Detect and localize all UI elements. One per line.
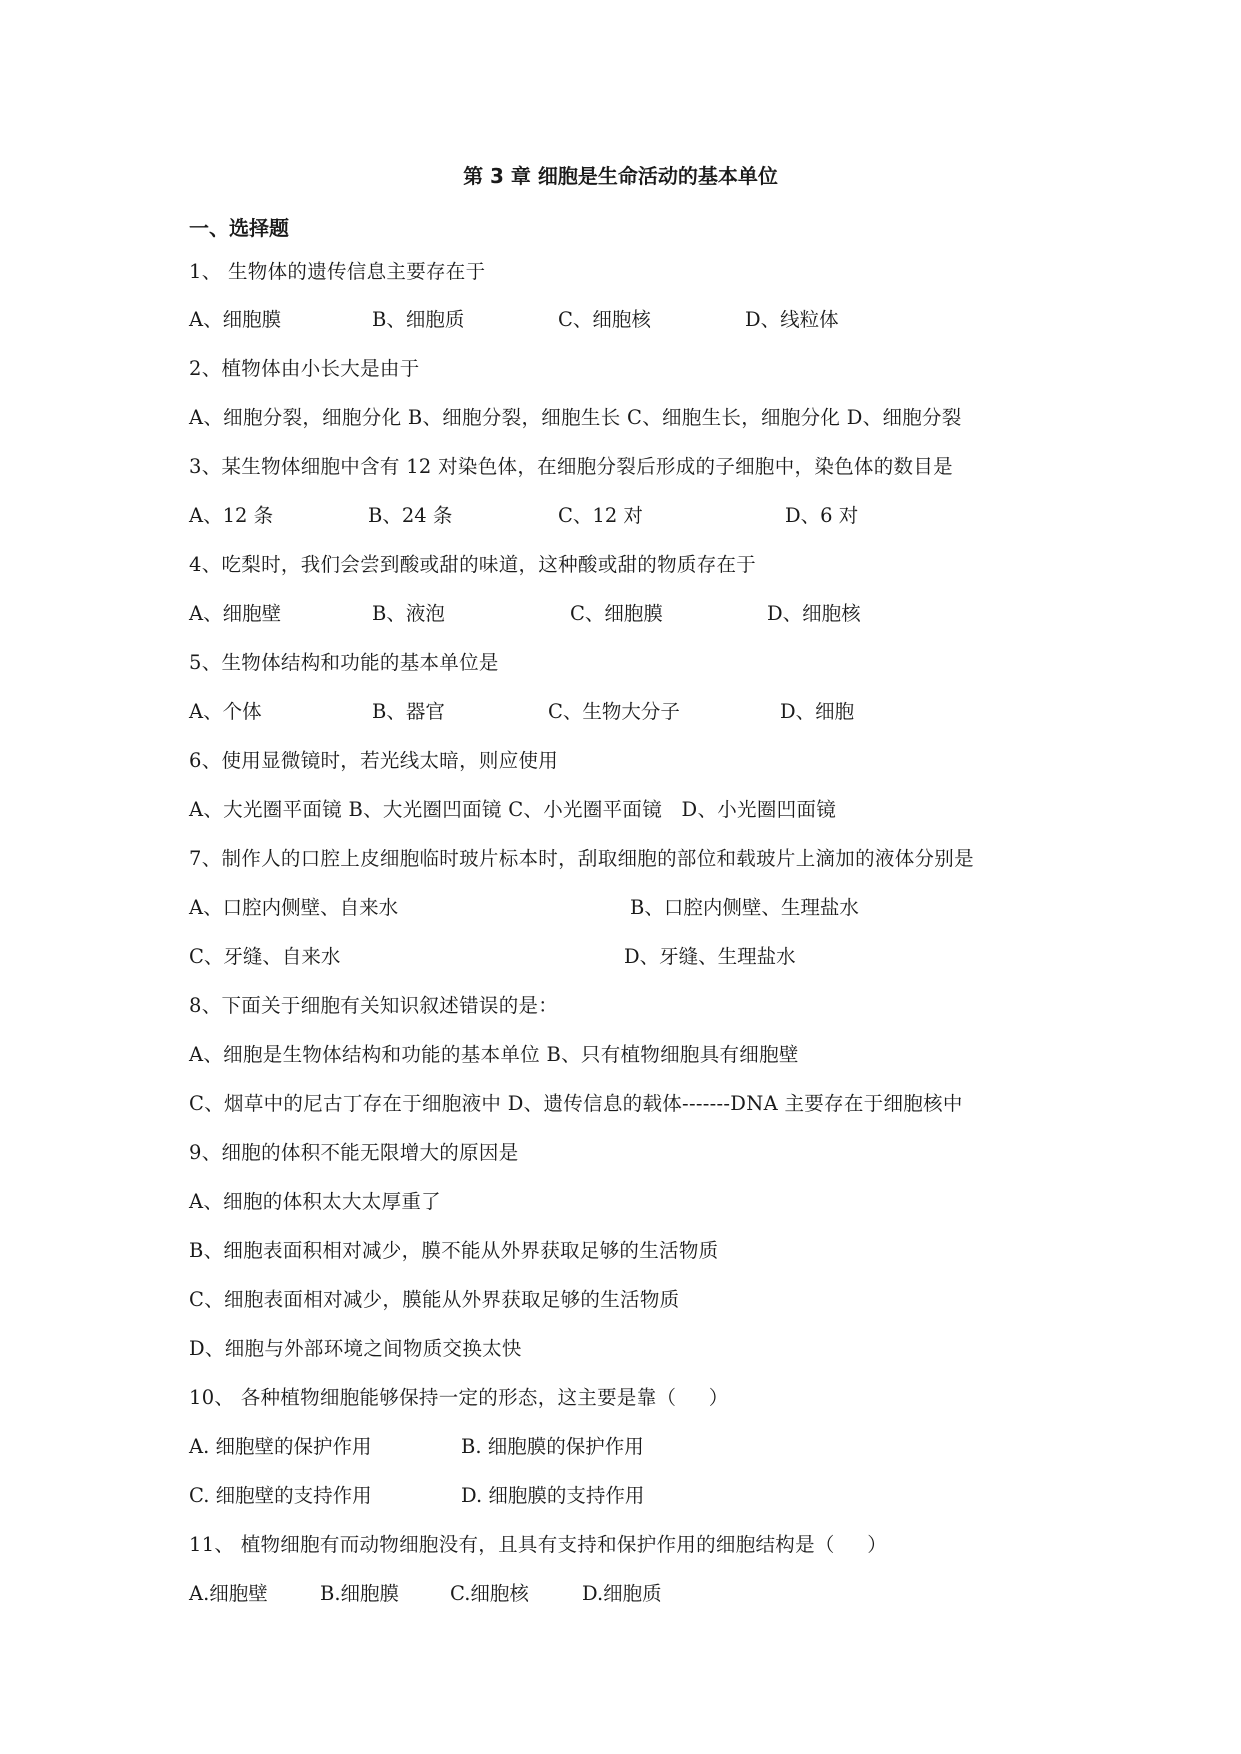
- q1-option-b: B、细胞质: [372, 308, 465, 331]
- question-4: 4、吃梨时，我们会尝到酸或甜的味道，这种酸或甜的物质存在于: [189, 553, 757, 576]
- q4-option-b: B、液泡: [372, 602, 445, 625]
- q3-option-b: B、24 条: [368, 504, 453, 527]
- question-9: 9、细胞的体积不能无限增大的原因是: [189, 1141, 519, 1164]
- question-1: 1、 生物体的遗传信息主要存在于: [189, 260, 486, 283]
- q5-option-c: C、生物大分子: [548, 700, 680, 723]
- q5-option-d: D、细胞: [780, 700, 855, 723]
- q9-option-d: D、细胞与外部环境之间物质交换太快: [189, 1337, 522, 1360]
- question-5: 5、生物体结构和功能的基本单位是: [189, 651, 499, 674]
- q5-option-b: B、器官: [372, 700, 445, 723]
- q6-options: A、大光圈平面镜 B、大光圈凹面镜 C、小光圈平面镜 D、小光圈凹面镜: [189, 798, 837, 821]
- q1-option-a: A、细胞膜: [189, 308, 282, 331]
- q7-option-a: A、口腔内侧壁、自来水: [189, 896, 399, 919]
- q2-options: A、细胞分裂，细胞分化 B、细胞分裂，细胞生长 C、细胞生长，细胞分化 D、细胞分裂: [189, 406, 962, 429]
- q10-option-c: C. 细胞壁的支持作用: [189, 1484, 372, 1507]
- q11-option-c: C.细胞核: [450, 1582, 529, 1605]
- q4-option-c: C、细胞膜: [570, 602, 663, 625]
- q3-option-c: C、12 对: [558, 504, 643, 527]
- q10-option-a: A. 细胞壁的保护作用: [189, 1435, 372, 1458]
- q4-option-a: A、细胞壁: [189, 602, 282, 625]
- q11-option-d: D.细胞质: [582, 1582, 662, 1605]
- q9-option-c: C、细胞表面相对减少，膜能从外界获取足够的生活物质: [189, 1288, 680, 1311]
- question-3: 3、某生物体细胞中含有 12 对染色体，在细胞分裂后形成的子细胞中，染色体的数目是: [189, 455, 953, 478]
- q3-option-a: A、12 条: [189, 504, 274, 527]
- q11-option-a: A.细胞壁: [189, 1582, 268, 1605]
- q1-option-c: C、细胞核: [558, 308, 651, 331]
- question-2: 2、植物体由小长大是由于: [189, 357, 420, 380]
- q5-option-a: A、个体: [189, 700, 262, 723]
- q9-option-b: B、细胞表面积相对减少，膜不能从外界获取足够的生活物质: [189, 1239, 719, 1262]
- q8-options-cd: C、烟草中的尼古丁存在于细胞液中 D、遗传信息的载体-------DNA 主要存在于细胞核中: [189, 1092, 963, 1115]
- q10-option-b: B. 细胞膜的保护作用: [461, 1435, 644, 1458]
- question-11: 11、 植物细胞有而动物细胞没有，且具有支持和保护作用的细胞结构是（ ）: [189, 1533, 888, 1556]
- q11-option-b: B.细胞膜: [320, 1582, 400, 1605]
- question-7: 7、制作人的口腔上皮细胞临时玻片标本时，刮取细胞的部位和载玻片上滴加的液体分别是: [189, 847, 974, 870]
- question-10: 10、 各种植物细胞能够保持一定的形态，这主要是靠（ ）: [189, 1386, 729, 1409]
- q10-option-d: D. 细胞膜的支持作用: [461, 1484, 645, 1507]
- q3-option-d: D、6 对: [785, 504, 859, 527]
- question-8: 8、下面关于细胞有关知识叙述错误的是：: [189, 994, 559, 1017]
- q8-options-ab: A、细胞是生物体结构和功能的基本单位 B、只有植物细胞具有细胞壁: [189, 1043, 799, 1066]
- q7-option-b: B、口腔内侧壁、生理盐水: [630, 896, 859, 919]
- question-6: 6、使用显微镜时，若光线太暗，则应使用: [189, 749, 559, 772]
- chapter-title: 第 3 章 细胞是生命活动的基本单位: [463, 164, 778, 188]
- q1-option-d: D、线粒体: [745, 308, 839, 331]
- q7-option-c: C、牙缝、自来水: [189, 945, 341, 968]
- q9-option-a: A、细胞的体积太大太厚重了: [189, 1190, 441, 1213]
- q4-option-d: D、细胞核: [767, 602, 861, 625]
- q7-option-d: D、牙缝、生理盐水: [624, 945, 796, 968]
- section-heading: 一、选择题: [189, 216, 289, 240]
